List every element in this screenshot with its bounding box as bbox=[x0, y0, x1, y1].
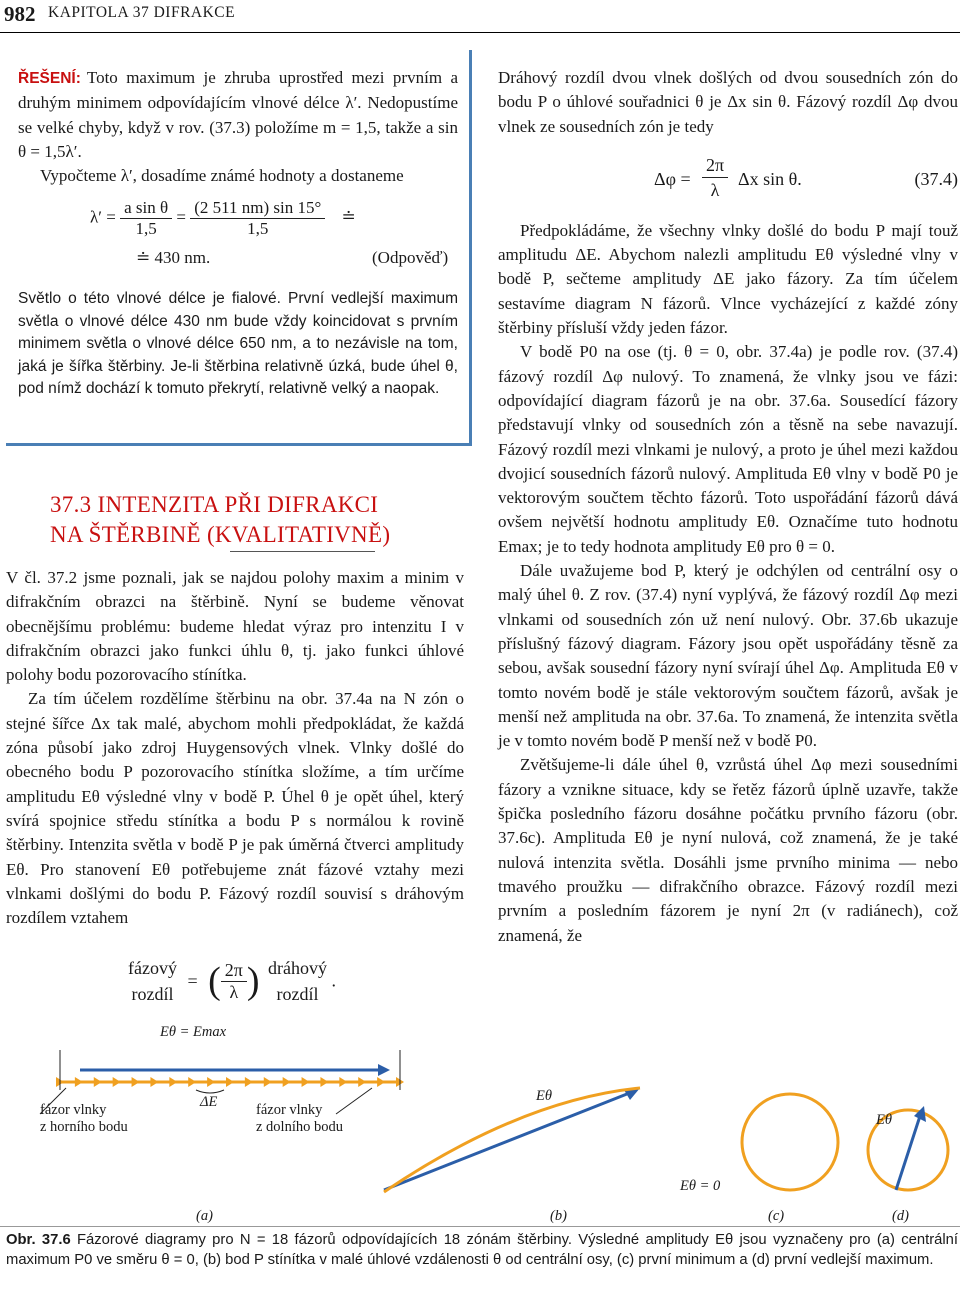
solution-label: ŘEŠENÍ: bbox=[18, 70, 81, 87]
equation-fraction-1: $\frac{\text{a sin θ}}{1,5}$ bbox=[120, 198, 172, 239]
solution-paragraph-3: Světlo o této vlnové délce je fialové. První vedlejší maximum světla o vlnové délce 430 nm bude vždy koincidovat s prvním minimem světla o vlnové délce 650 nm, a to nezávisle na tom, jaká je šířka štěrbiny. Je-li štěrbina relativně úzká, bude úhel θ, pod nímž dochází k tomuto překrytí, relativně velký a naopak. bbox=[18, 290, 458, 397]
left-paragraph-2: Za tím účelem rozdělíme štěrbinu na obr. 37.4a na N zón o stejné šířce Δx tak malé, abychom mohli předpokládat, že každá zóna působí jako zdroj Huygensových vlnek. Vlnky došlé do obecného bodu P pozorovacího stínítka složíme, a tím určíme amplitudu Eθ výsledné vlny v bodě P. Úhel θ je opět úhel, který svírá spojnice středu stínítka a bodu P s normálou k rovině štěrbiny. Intenzita světla v bodě P je pak úměrná čtverci amplitudy Eθ. Pro stanovení Eθ potřebujeme znát fázové vztahy mezi vlnkami došlými do bodu P. Fázový rozdíl souvisí s dráhovým rozdílem vztahem bbox=[6, 689, 464, 928]
eq-two-pi-over-lambda: $\frac{2\pi}{\lambda}$ bbox=[221, 960, 247, 1003]
sublabel-a: (a) bbox=[196, 1208, 213, 1224]
page-header bbox=[0, 0, 960, 30]
equation-fraction-2: $\frac{(2 511 nm) \sin 15^\circ}{1,5}$ bbox=[190, 198, 325, 239]
sublabel-c: (c) bbox=[768, 1208, 785, 1224]
solution-equation bbox=[90, 198, 356, 239]
phasor-arrowhead bbox=[207, 1077, 215, 1087]
resultant-d bbox=[896, 1116, 920, 1190]
equation-lhs: λ′ = bbox=[90, 207, 116, 227]
eq-word-faze: fázový bbox=[128, 958, 177, 978]
answer-label: (Odpověď) bbox=[372, 248, 449, 267]
sublabel-b: (b) bbox=[550, 1208, 567, 1224]
solution-result: ≐ 430 nm. bbox=[136, 248, 211, 267]
phasor-arrowhead bbox=[94, 1077, 102, 1087]
caption-rule bbox=[0, 1226, 960, 1227]
label-b: Eθ bbox=[536, 1088, 552, 1104]
phasor-arrowhead bbox=[358, 1077, 366, 1087]
section-title-line-1: 37.3 INTENZITA PŘI DIFRAKCI bbox=[50, 492, 379, 517]
equation-37-4: Δφ = $\frac{2\pi}{\lambda}$ Δx sin θ. (37.4) bbox=[654, 154, 958, 201]
phasor-arrowhead bbox=[264, 1077, 272, 1087]
equation-number: (37.4) bbox=[914, 168, 958, 189]
right-column bbox=[498, 66, 958, 948]
phasor-arrowhead bbox=[283, 1077, 291, 1087]
approx-sign: ≐ bbox=[341, 207, 356, 227]
solution-paragraph-1: Toto maximum je zhruba uprostřed mezi prvním a druhým minimem odpovídajícím vlnové délce λ′. Nedopustíme se velké chyby, když v rov. (37.3) položíme m = 1,5, takže a sin θ = 1,5λ′. bbox=[18, 68, 458, 161]
solution-box bbox=[6, 50, 472, 446]
caption-text: Fázorové diagramy pro N = 18 fázorů odpovídajících 18 zónám štěrbiny. Výsledné amplitudy Eθ jsou vyznačeny pro (a) centrální maximum P0 ve směru θ = 0, (b) bod P stínítka v malé úhlové vzdálenosti θ od centrální osy, (c) první minimum a (d) první vedlejší maximum. bbox=[6, 1232, 958, 1268]
phasor-arrowhead bbox=[302, 1077, 310, 1087]
right-paragraph-2: Předpokládáme, že všechny vlnky došlé do bodu P mají touž amplitudu ΔE. Abychom nalezli amplitudu Eθ výsledné vlny v bodě P, sečteme amplitudy ΔE jako fázory. Za tím účelem sestavíme diagram N fázorů. Vlnce vycházející z každé zóny štěrbiny přísluší vždy jeden fázor. bbox=[498, 220, 958, 338]
phasor-arrowhead bbox=[132, 1077, 140, 1087]
section-title bbox=[50, 490, 390, 550]
eq-equals: = bbox=[187, 970, 198, 991]
label-c: Eθ = 0 bbox=[680, 1178, 721, 1194]
section-title-line-2: NA ŠTĚRBINĚ (KVALITATIVNĚ) bbox=[50, 522, 391, 547]
eq-word-rozdil-2: rozdíl bbox=[276, 984, 319, 1004]
caption-label: Obr. 37.6 bbox=[6, 1232, 71, 1248]
left-column bbox=[6, 566, 464, 930]
label-top-phasor: fázor vlnky z horního bodu bbox=[40, 1102, 128, 1135]
phasor-arrowhead bbox=[339, 1077, 347, 1087]
phasor-arrowhead bbox=[169, 1077, 177, 1087]
right-paragraph-3: V bodě P0 na ose (tj. θ = 0, obr. 37.4a) je podle rov. (37.4) fázový rozdíl Δφ nulový. To znamená, že vlnky jsou ve fázi: odpovídající diagram fázorů je na obr. 37.6a. Sousedící fázory představují vlnky od sousedních zón a těsně na sebe navazují. Fázový rozdíl mezi vlnkami je nulový, a proto je úhel mezi každou dvojicí sousedních fázorů nulový. Amplituda Eθ vlny v bodě P0 je vektorovým součtem těchto fázorů. Toto uspořádání fázorů dává ovšem největší hodnotu amplitudy Eθ. Označíme tuto hodnotu Emax; je to tedy hodnota amplitudy Eθ pro θ = 0. bbox=[498, 342, 958, 556]
sublabel-d: (d) bbox=[892, 1208, 909, 1224]
solution-paragraph-2: Vypočteme λ′, dosadíme známé hodnoty a dostaneme bbox=[40, 166, 404, 186]
eq-word-rozdil-1: rozdíl bbox=[131, 984, 174, 1004]
phasor-chain-c bbox=[742, 1094, 838, 1190]
header-rule bbox=[0, 32, 960, 33]
phasor-arrowhead bbox=[150, 1077, 158, 1087]
resultant-b bbox=[384, 1092, 632, 1190]
page-number: 982 bbox=[4, 2, 36, 26]
phase-path-equation: fázový rozdíl = ( $\frac{2\pi}{\lambda}$ ) dráhový rozdíl . bbox=[128, 955, 336, 1007]
left-paragraph-1: V čl. 37.2 jsme poznali, jak se najdou polohy maxim a minim v difrakčním obrazci na štěrbině. Nyní se budeme věnovat obecnějšímu problému: budeme hledat výraz pro intenzitu I v difrakčním obrazci jako funkci úhlu θ, tj. jako funkci úhlové polohy bodu pozorovacího stínítka. bbox=[6, 568, 464, 685]
eq-word-drahovy: dráhový bbox=[268, 958, 328, 978]
phasor-arrowhead bbox=[377, 1077, 385, 1087]
phasor-figure bbox=[0, 1024, 960, 1230]
label-bottom-phasor: fázor vlnky z dolního bodu bbox=[256, 1102, 343, 1135]
equals-sign: = bbox=[176, 207, 186, 227]
chapter-title: KAPITOLA 37 DIFRAKCE bbox=[48, 4, 236, 21]
diagram-b bbox=[384, 1088, 640, 1192]
phasor-arrowhead bbox=[320, 1077, 328, 1087]
label-a-top: Eθ = Emax bbox=[160, 1024, 227, 1040]
right-paragraph-4: Dále uvažujeme bod P, který je odchýlen od centrální osy o malý úhel θ. Z rov. (37.4) nyní vyplývá, že fázový rozdíl Δφ mezi vlnkami od sousedních zón už není nulový. Obr. 37.6b ukazuje příslušný fázový diagram. Fázory jsou opět uspořádány těsně za sebou, avšak sousední fázory nyní svírají úhel Δφ. Amplituda Eθ v tomto novém bodě je stále vektorovým součtem fázorů, avšak je menší než amplituda na obr. 37.6a. To znamená, že intenzita světla je v tomto novém bodě P menší než v bodě P0. bbox=[498, 561, 958, 751]
phasor-arrowhead bbox=[75, 1077, 83, 1087]
phasor-diagrams-svg bbox=[0, 1030, 960, 1230]
label-delta-e: ΔE bbox=[200, 1094, 218, 1110]
phasor-arrowhead bbox=[226, 1077, 234, 1087]
figure-caption bbox=[6, 1230, 958, 1270]
title-underline bbox=[230, 551, 375, 552]
label-d: Eθ bbox=[876, 1112, 892, 1128]
phasor-arrowhead bbox=[113, 1077, 121, 1087]
right-paragraph-5: Zvětšujeme-li dále úhel θ, vzrůstá úhel Δφ mezi sousedními fázory a vznikne situace, kdy se řetěz fázorů úplně uzavře, takže špička posledního fázoru dosáhne počátku prvního fázoru (obr. 37.6c). Amplituda Eθ je nyní nulová, což znamená, že je také nulová intenzita světla. Dosáhli jsme prvního minima — nebo tmavého proužku — difrakčního obrazce. Fázový rozdíl mezi prvním a posledním fázorem je nyní 2π (v radiánech), což znamená, že bbox=[498, 755, 958, 945]
phasor-arrowhead bbox=[188, 1077, 196, 1087]
phasor-arrowhead bbox=[245, 1077, 253, 1087]
right-paragraph-1: Dráhový rozdíl dvou vlnek došlých od dvou sousedních zón do bodu P o úhlové souřadnici θ je Δx sin θ. Fázový rozdíl Δφ dvou vlnek ze sousedních zón je tedy bbox=[498, 68, 958, 136]
diagram-c bbox=[742, 1094, 838, 1190]
